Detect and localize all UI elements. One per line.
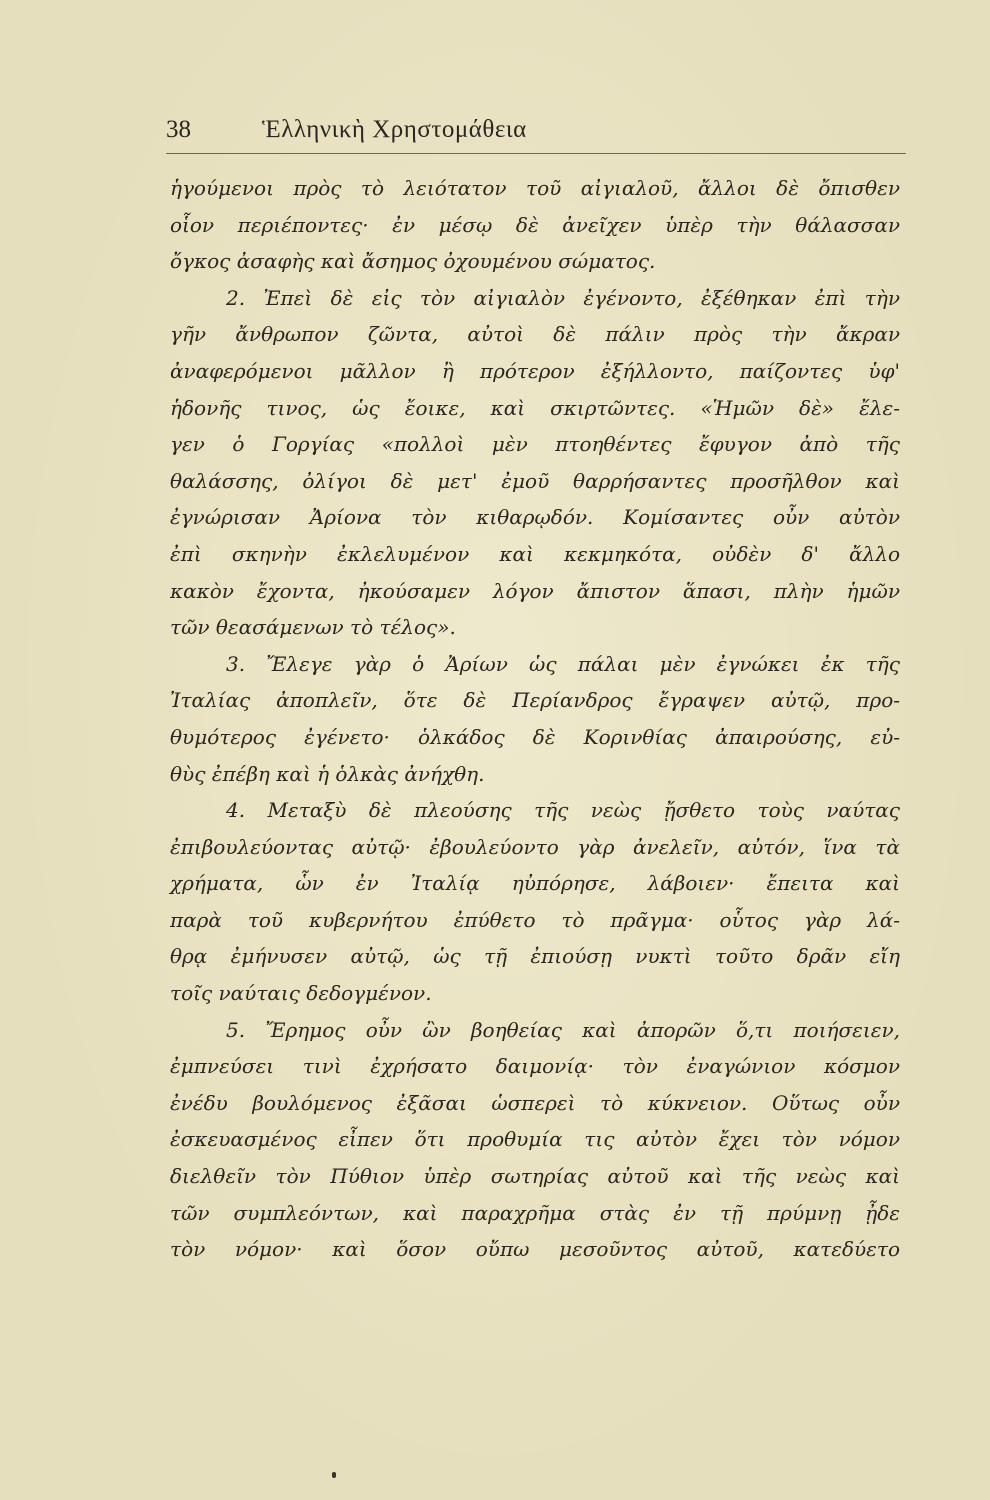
text-line: ἐγνώρισαν Ἀρίονα τὸν κιθαρῳδόν. Κομίσαντες οὖν αὐτὸν xyxy=(170,505,900,530)
text-line: 3. Ἔλεγε γὰρ ὁ Ἀρίων ὡς πάλαι μὲν ἐγνώκει ἐκ τῆς xyxy=(226,651,900,676)
page-number: 38 xyxy=(166,116,191,143)
text-line: χρήματα, ὧν ἐν Ἰταλίᾳ ηὐπόρησε, λάβοιεν· ἔπειτα καὶ xyxy=(170,871,900,896)
text-line: γῆν ἄνθρωπον ζῶντα, αὐτοὶ δὲ πάλιν πρὸς τὴν ἄκραν xyxy=(170,322,900,347)
text-line: θρᾳ ἐμήνυσεν αὐτῷ, ὡς τῇ ἐπιούσῃ νυκτὶ τοῦτο δρᾶν εἴη xyxy=(170,944,900,969)
text-line: 5. Ἔρημος οὖν ὢν βοηθείας καὶ ἀπορῶν ὅ,τι ποιήσειεν, xyxy=(226,1017,900,1042)
body-text xyxy=(170,170,900,1268)
text-line: οἷον περιέποντες· ἐν μέσῳ δὲ ἀνεῖχεν ὑπὲρ τὴν θάλασσαν xyxy=(170,212,900,237)
text-line: θυμότερος ἐγένετο· ὁλκάδος δὲ Κορινθίας ἀπαιρούσης, εὐ- xyxy=(170,724,900,749)
text-line: ἐμπνεύσει τινὶ ἐχρήσατο δαιμονίᾳ· τὸν ἐναγώνιον κόσμον xyxy=(170,1054,900,1079)
header-rule xyxy=(166,153,906,154)
text-line: ὄγκος ἀσαφὴς καὶ ἄσημος ὀχουμένου σώματος. xyxy=(170,249,656,274)
text-line: παρὰ τοῦ κυβερνήτου ἐπύθετο τὸ πρᾶγμα· οὗτος γὰρ λά- xyxy=(170,907,900,932)
text-line: τὸν νόμον· καὶ ὅσον οὔπω μεσοῦντος αὐτοῦ, κατεδύετο xyxy=(170,1237,900,1262)
text-line: Ἰταλίας ἀποπλεῖν, ὅτε δὲ Περίανδρος ἔγραψεν αὐτῷ, προ- xyxy=(170,688,900,713)
text-line: ἀναφερόμενοι μᾶλλον ἢ πρότερον ἐξήλλοντο, παίζοντες ὑφ' xyxy=(170,358,900,383)
text-line: ἡδονῆς τινος, ὡς ἔοικε, καὶ σκιρτῶντες. «Ἡμῶν δὲ» ἔλε- xyxy=(170,395,900,420)
text-line: 4. Μεταξὺ δὲ πλεούσης τῆς νεὼς ᾔσθετο τοὺς ναύτας xyxy=(226,798,900,823)
text-line: γεν ὁ Γοργίας «πολλοὶ μὲν πτοηθέντες ἔφυγον ἀπὸ τῆς xyxy=(170,432,900,457)
text-line: τῶν συμπλεόντων, καὶ παραχρῆμα στὰς ἐν τῇ πρύμνῃ ᾖδε xyxy=(170,1200,900,1225)
text-line: ἐπὶ σκηνὴν ἐκλελυμένον καὶ κεκμηκότα, οὐδὲν δ' ἄλλο xyxy=(170,541,900,566)
page-header xyxy=(166,112,906,152)
text-line: θὺς ἐπέβη καὶ ἡ ὁλκὰς ἀνήχθη. xyxy=(170,761,485,786)
running-title: Ἑλληνικὴ Χρηστομάθεια xyxy=(262,116,527,143)
text-line: τῶν θεασάμενων τὸ τέλος». xyxy=(170,615,456,640)
ink-speck xyxy=(332,1472,336,1478)
text-line: ἐσκευασμένος εἶπεν ὅτι προθυμία τις αὐτὸν ἔχει τὸν νόμον xyxy=(170,1127,900,1152)
text-line: θαλάσσης, ὀλίγοι δὲ μετ' ἐμοῦ θαρρήσαντες προσῆλθον καὶ xyxy=(170,468,900,493)
text-line: διελθεῖν τὸν Πύθιον ὑπὲρ σωτηρίας αὐτοῦ καὶ τῆς νεὼς καὶ xyxy=(170,1164,900,1189)
text-line: ἐνέδυ βουλόμενος ἐξᾶσαι ὡσπερεὶ τὸ κύκνειον. Οὕτως οὖν xyxy=(170,1090,900,1115)
text-line: τοῖς ναύταις δεδογμένον. xyxy=(170,981,432,1006)
text-line: 2. Ἐπεὶ δὲ εἰς τὸν αἰγιαλὸν ἐγένοντο, ἐξέθηκαν ἐπὶ τὴν xyxy=(226,285,900,310)
text-line: ἡγούμενοι πρὸς τὸ λειότατον τοῦ αἰγιαλοῦ, ἄλλοι δὲ ὄπισθεν xyxy=(170,176,900,200)
text-line: κακὸν ἔχοντα, ἠκούσαμεν λόγον ἄπιστον ἅπασι, πλὴν ἡμῶν xyxy=(170,578,900,603)
text-line: ἐπιβουλεύοντας αὐτῷ· ἐβουλεύοντο γὰρ ἀνελεῖν, αὐτόν, ἵνα τὰ xyxy=(170,834,900,859)
